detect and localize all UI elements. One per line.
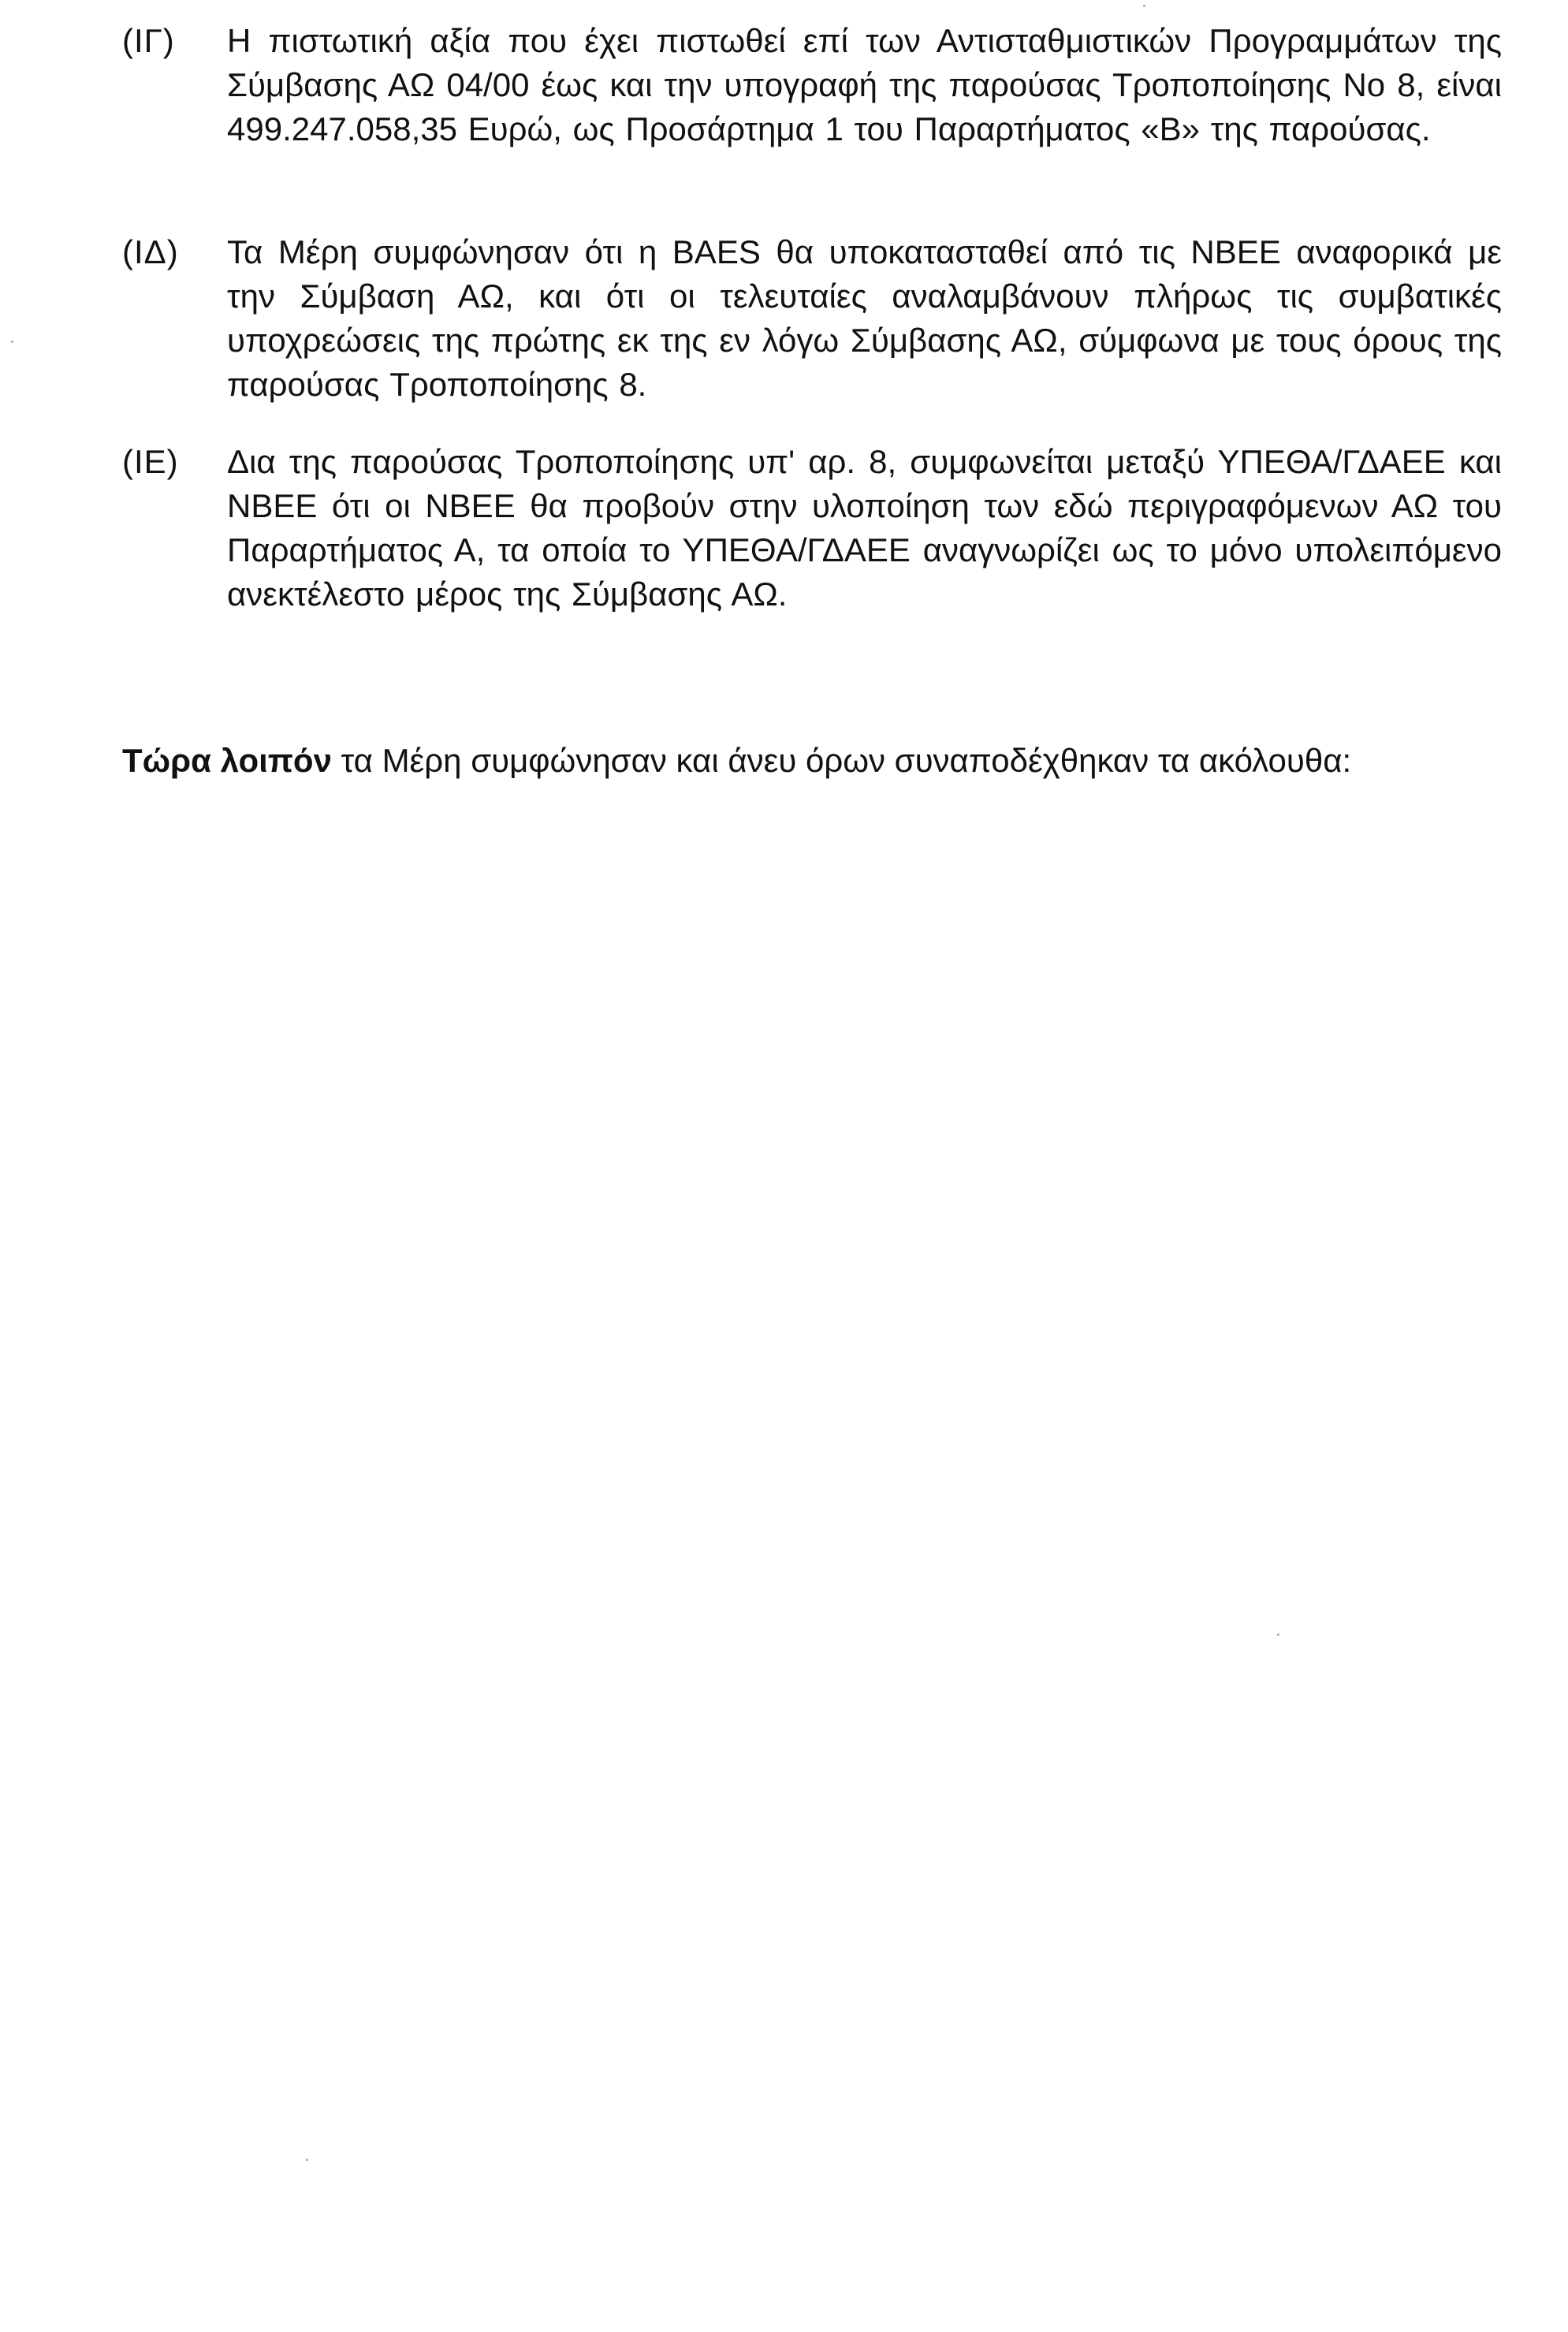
scan-speck xyxy=(306,2159,308,2161)
closing-bold-lead: Τώρα λοιπόν xyxy=(122,742,332,779)
clause-label: (ΙΕ) xyxy=(122,443,179,480)
clause-label: (ΙΔ) xyxy=(122,233,179,270)
clause-text: Δια της παρούσας Τροποποίησης υπ' αρ. 8, συμφωνείται μεταξύ ΥΠΕΘΑ/ΓΔΑΕΕ και ΝΒΕΕ ότι οι ΝΒΕΕ θα προβούν στην υλοποίηση των εδώ περιγραφόμενων ΑΩ του Παραρτήματος Α, τα οποία το ΥΠΕΘΑ/ΓΔΑΕΕ αναγνωρίζει ως το μόνο υπολειπόμενο ανεκτέλεστο μέρος της Σύμβασης ΑΩ. xyxy=(227,443,1502,613)
scan-speck xyxy=(1277,1634,1279,1636)
closing-rest: τα Μέρη συμφώνησαν και άνευ όρων συναποδέχθηκαν τα ακόλουθα: xyxy=(331,742,1352,779)
scan-speck xyxy=(11,341,13,343)
scan-speck xyxy=(1143,5,1145,7)
closing-statement xyxy=(122,739,1502,783)
clause-label: (ΙΓ) xyxy=(122,22,175,59)
clause-text: Η πιστωτική αξία που έχει πιστωθεί επί των Αντισταθμιστικών Προγραμμάτων της Σύμβασης ΑΩ 04/00 έως και την υπογραφή της παρούσας Τροποποίησης Νο 8, είναι 499.247.058,35 Ευρώ, ως Προσάρτημα 1 του Παραρτήματος «Β» της παρούσας. xyxy=(227,22,1502,147)
clause-text: Τα Μέρη συμφώνησαν ότι η BAES θα υποκατασταθεί από τις ΝΒΕΕ αναφορικά με την Σύμβαση ΑΩ, και ότι οι τελευταίες αναλαμβάνουν πλήρως τις συμβατικές υποχρεώσεις της πρώτης εκ της εν λόγω Σύμβασης ΑΩ, σύμφωνα με τους όρους της παρούσας Τροποποίησης 8. xyxy=(227,233,1502,403)
